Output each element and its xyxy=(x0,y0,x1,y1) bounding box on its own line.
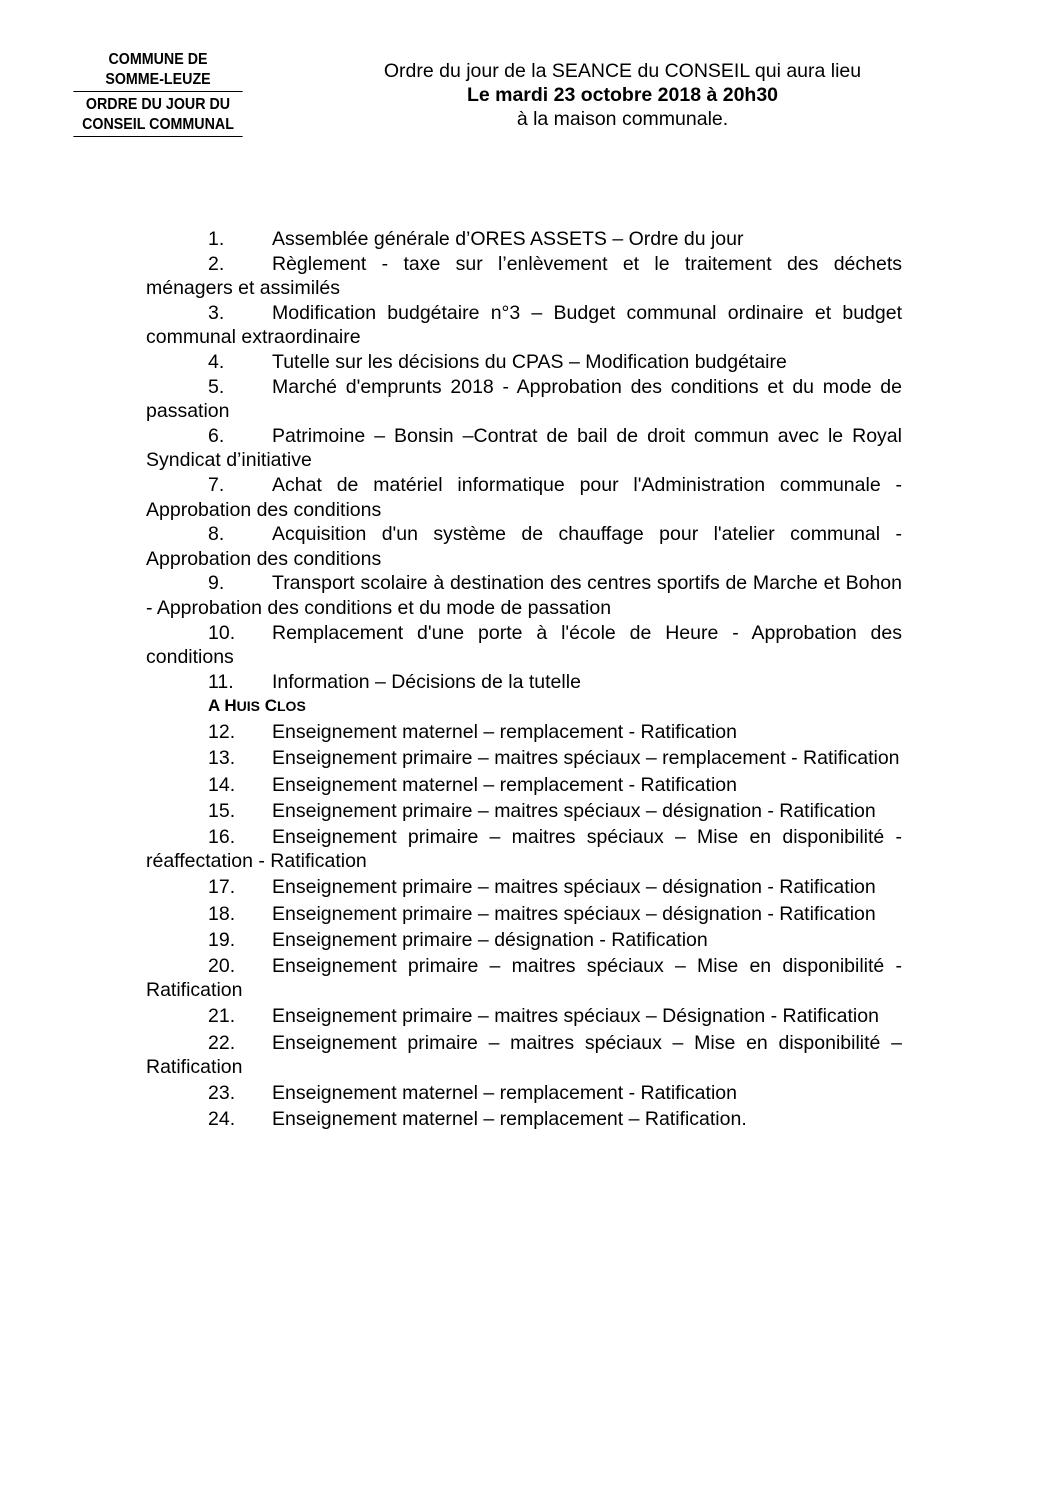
agenda-item-number: 6. xyxy=(208,424,225,447)
agenda-item xyxy=(146,928,902,953)
agenda-item xyxy=(146,875,902,900)
meeting-intro: Ordre du jour de la SEANCE du CONSEIL qui aura lieu xyxy=(383,60,862,82)
agenda-item-text: Assemblée générale d’ORES ASSETS – Ordre du jour xyxy=(272,228,744,250)
closed-session-items xyxy=(146,720,902,1132)
agenda-item-number: 4. xyxy=(208,350,225,373)
agenda-item xyxy=(146,424,902,473)
agenda-item-number: 18. xyxy=(208,902,236,925)
commune-line-1: COMMUNE DE xyxy=(108,51,208,68)
agenda-item-text: Enseignement primaire – désignation - Ratification xyxy=(272,928,708,951)
agenda-list xyxy=(146,227,902,1132)
agenda-item xyxy=(146,227,902,252)
agenda-item-number: 16. xyxy=(208,825,236,848)
agenda-item xyxy=(146,670,902,695)
agenda-item-number: 5. xyxy=(208,375,225,398)
agenda-item xyxy=(146,799,902,824)
agenda-item-number: 23. xyxy=(208,1082,236,1105)
agenda-item xyxy=(146,375,902,424)
closed-session-label-d: LOS xyxy=(277,698,306,715)
document-type-block xyxy=(73,95,242,137)
closed-session-heading xyxy=(146,694,902,719)
public-session-items xyxy=(146,227,902,694)
doc-type-line-1: ORDRE DU JOUR DU xyxy=(85,96,231,113)
agenda-item-number: 7. xyxy=(208,473,225,496)
agenda-item-number: 11. xyxy=(208,670,234,693)
agenda-item-number: 9. xyxy=(208,572,225,595)
agenda-item-text: Règlement - taxe sur l’enlèvement et le traitement des déchets ménagers et assimilés xyxy=(146,252,902,300)
agenda-item xyxy=(146,1107,902,1132)
agenda-item xyxy=(146,902,902,927)
agenda-item-number: 14. xyxy=(208,773,236,796)
agenda-item-number: 22. xyxy=(208,1031,236,1054)
doc-type-line-2: CONSEIL COMMUNAL xyxy=(82,116,234,133)
agenda-item-number: 21. xyxy=(208,1005,236,1028)
agenda-item-text: Patrimoine – Bonsin –Contrat de bail de droit commun avec le Royal Syndicat d’initiative xyxy=(146,424,902,472)
agenda-item-text: Enseignement primaire – maitres spéciaux – désignation - Ratification xyxy=(272,876,876,899)
agenda-item xyxy=(146,1004,902,1029)
agenda-item xyxy=(146,571,902,620)
agenda-item-text: Enseignement maternel – remplacement - Ratification xyxy=(272,773,737,796)
agenda-item-text: Enseignement maternel – remplacement - Ratification xyxy=(272,721,737,744)
agenda-item-text: Enseignement primaire – maitres spéciaux – désignation - Ratification xyxy=(272,799,876,822)
agenda-item-number: 19. xyxy=(208,928,236,951)
agenda-item-text: Enseignement primaire – maitres spéciaux – Mise en disponibilité – Ratification xyxy=(146,1031,902,1079)
agenda-item xyxy=(146,720,902,745)
agenda-item xyxy=(146,1081,902,1106)
agenda-item-number: 12. xyxy=(208,721,236,744)
commune-name-block xyxy=(73,50,242,92)
agenda-item-text: Enseignement primaire – maitres spéciaux – Mise en disponibilité - Ratification xyxy=(146,954,902,1002)
agenda-item-text: Enseignement primaire – maitres spéciaux – remplacement - Ratification xyxy=(272,747,900,770)
meeting-date: Le mardi 23 octobre 2018 à 20h30 xyxy=(466,84,779,106)
agenda-item-text: Achat de matériel informatique pour l'Administration communale - Approbation des conditions xyxy=(146,473,902,521)
agenda-item-text: Enseignement maternel – remplacement - Ratification xyxy=(272,1082,737,1105)
agenda-item-text: Enseignement primaire – maitres spéciaux – désignation - Ratification xyxy=(272,902,876,925)
agenda-item-number: 17. xyxy=(208,876,236,899)
agenda-item xyxy=(146,252,902,301)
agenda-item xyxy=(146,301,902,350)
agenda-item-text: Tutelle sur les décisions du CPAS – Modification budgétaire xyxy=(272,350,787,373)
closed-session-label-a: A H xyxy=(208,696,237,716)
agenda-item-number: 15. xyxy=(208,799,236,822)
agenda-item xyxy=(146,773,902,798)
agenda-item xyxy=(146,350,902,375)
agenda-item-text: Information – Décisions de la tutelle xyxy=(272,670,581,693)
agenda-item-text: Acquisition d'un système de chauffage pour l'atelier communal - Approbation des conditions xyxy=(146,523,902,570)
commune-line-2: SOMME-LEUZE xyxy=(105,71,211,88)
agenda-item-text: Modification budgétaire n°3 – Budget communal ordinaire et budget communal extraordinaire xyxy=(146,301,902,349)
meeting-place: à la maison communale. xyxy=(516,108,729,130)
agenda-item-number: 8. xyxy=(208,523,225,546)
closed-session-label-c: C xyxy=(260,696,277,716)
agenda-item-number: 24. xyxy=(208,1108,236,1131)
agenda-item-number: 10. xyxy=(208,621,236,644)
agenda-item-text: Enseignement maternel – remplacement – Ratification. xyxy=(272,1108,747,1131)
agenda-item-text: Enseignement primaire – maitres spéciaux – Mise en disponibilité - réaffectation - Ratification xyxy=(146,825,902,873)
agenda-item xyxy=(146,746,902,771)
agenda-item-number: 2. xyxy=(208,252,225,275)
agenda-item-number: 20. xyxy=(208,954,236,977)
agenda-item xyxy=(146,473,902,522)
commune-header-box xyxy=(73,50,242,140)
meeting-header xyxy=(330,59,915,131)
agenda-item-text: Enseignement primaire – maitres spéciaux – Désignation - Ratification xyxy=(272,1005,879,1028)
agenda-item-text: Transport scolaire à destination des centres sportifs de Marche et Bohon - Approbation des conditions et du mode de passation xyxy=(146,572,902,619)
agenda-item-text: Marché d'emprunts 2018 - Approbation des conditions et du mode de passation xyxy=(146,375,902,423)
agenda-item-number: 3. xyxy=(208,301,225,324)
agenda-item xyxy=(146,522,902,571)
agenda-item xyxy=(146,621,902,670)
agenda-item-number: 1. xyxy=(208,228,225,250)
closed-session-label-b: UIS xyxy=(236,698,260,715)
agenda-item xyxy=(146,1031,902,1080)
agenda-item xyxy=(146,825,902,874)
agenda-item xyxy=(146,954,902,1003)
agenda-item-text: Remplacement d'une porte à l'école de Heure - Approbation des conditions xyxy=(146,621,902,669)
agenda-item-number: 13. xyxy=(208,747,236,770)
